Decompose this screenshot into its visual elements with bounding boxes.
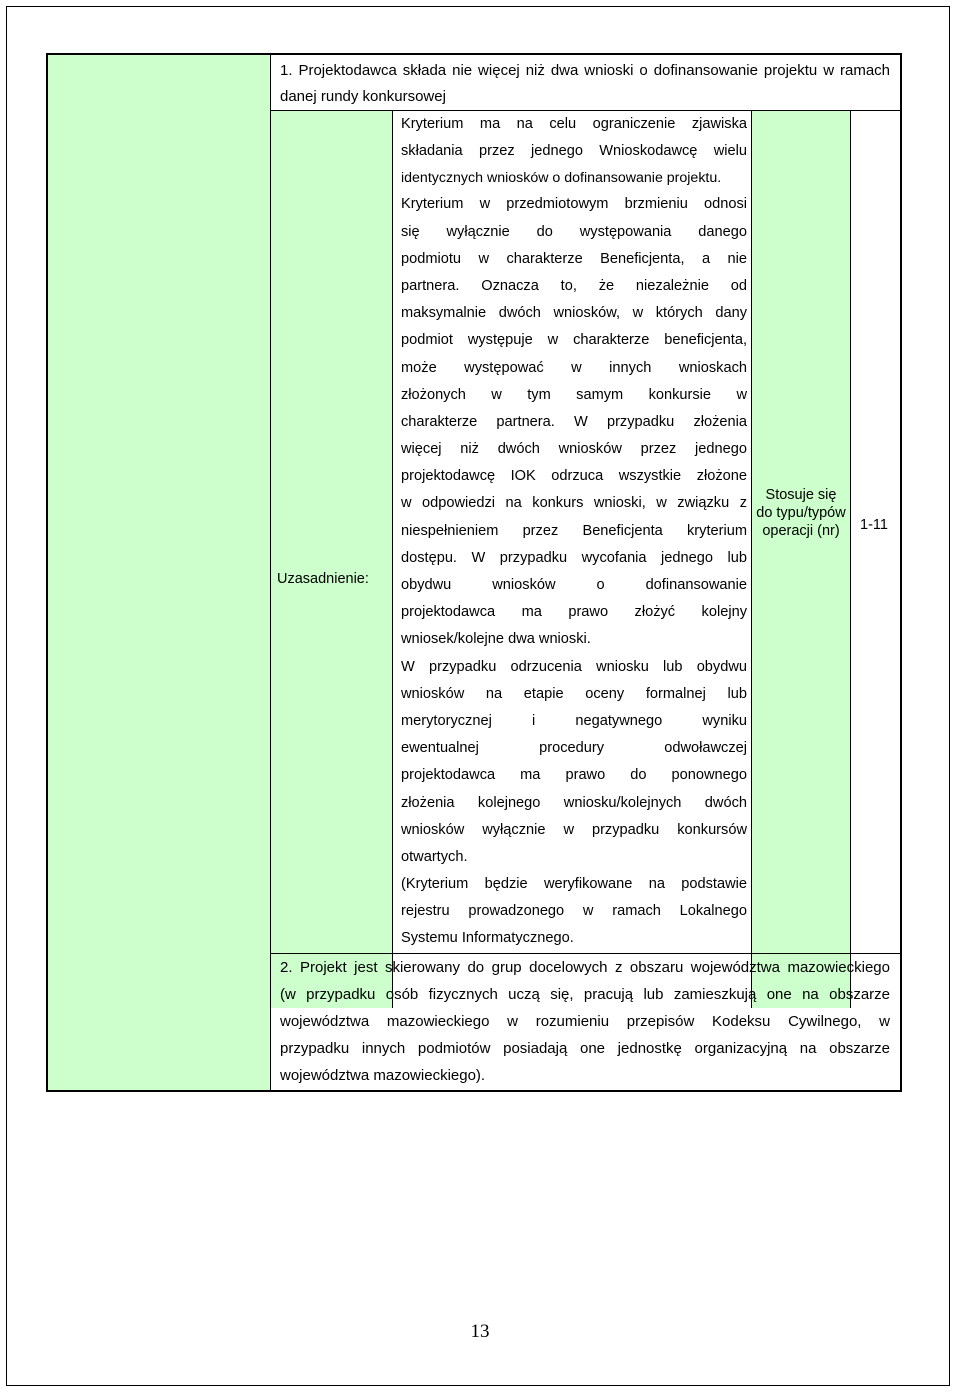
justification-line: niespełnieniem przez Beneficjenta kryterium xyxy=(401,522,747,539)
justification-line: Systemu Informatycznego. xyxy=(401,930,574,947)
justification-line: merytorycznej i negatywnego wyniku xyxy=(401,712,747,729)
justification-line: projektodawca ma prawo złożyć kolejny xyxy=(401,604,747,621)
operation-range: 1-11 xyxy=(860,517,888,533)
page-number: 13 xyxy=(470,1321,490,1342)
justification-line: wniosków wyłącznie w przypadku konkursów xyxy=(401,821,747,838)
justification-line: podmiot występuje w charakterze beneficjenta, xyxy=(401,332,747,349)
justification-line: projektodawcę IOK odrzuca wszystkie złożone xyxy=(401,468,747,485)
justification-line: partnera. Oznacza to, że niezależnie od xyxy=(401,277,747,294)
justification-line: w odpowiedzi na konkurs wnioski, w związku z xyxy=(401,495,747,512)
criterion-2 xyxy=(271,953,900,1090)
criterion-2-line: przypadku innych podmiotów posiadają one jednostkę organizacyjną na obszarze xyxy=(280,1040,890,1057)
justification-line: identycznych wniosków o dofinansowanie projektu. xyxy=(401,170,722,187)
justification-line: Kryterium ma na celu ograniczenie zjawiska xyxy=(401,116,747,132)
justification-line: może występować w innych wnioskach xyxy=(401,359,747,376)
applies-to-operation-types: Stosuje się do typu/typów operacji (nr) xyxy=(756,487,846,539)
justification-line: W przypadku odrzucenia wniosku lub obydwu xyxy=(401,658,747,675)
criterion-2-line: 2. Projekt jest skierowany do grup docelowych z obszaru województwa mazowieckiego xyxy=(280,959,890,976)
criterion-2-line: (w przypadku osób fizycznych uczą się, pracują lub zamieszkują one na obszarze xyxy=(280,986,890,1003)
justification-line: ewentualnej procedury odwoławczej xyxy=(401,740,747,757)
justification-line: złożonych w tym samym konkursie w xyxy=(401,386,747,403)
criterion-2-line: województwa mazowieckiego w rozumieniu przepisów Kodeksu Cywilnego, w xyxy=(280,1013,890,1030)
justification-line: obydwu wniosków o dofinansowanie xyxy=(401,577,747,593)
justification-line: charakterze partnera. W przypadku złożenia xyxy=(401,413,747,430)
justification-line: się wyłącznie do występowania danego xyxy=(401,223,747,240)
justification-line: otwartych. xyxy=(401,848,468,865)
justification-line: składania przez jednego Wnioskodawcę wielu xyxy=(401,143,747,160)
justification-line: Kryterium w przedmiotowym brzmieniu odnosi xyxy=(401,196,747,213)
criteria-table xyxy=(46,53,902,1092)
justification-line: wniosków na etapie oceny formalnej lub xyxy=(401,685,747,702)
justification-line: (Kryterium będzie weryfikowane na podstawie xyxy=(401,876,747,893)
justification-line: rejestru prowadzonego w ramach Lokalnego xyxy=(401,903,747,920)
justification-line: projektodawca ma prawo do ponownego xyxy=(401,767,747,784)
justification-line: więcej niż dwóch wniosków przez jednego xyxy=(401,441,747,458)
justification-line: wniosek/kolejne dwa wnioski. xyxy=(401,631,591,648)
justification-label: Uzasadnienie: xyxy=(277,571,369,587)
criteria-left-column xyxy=(48,55,271,1090)
criterion-2-line: województwa mazowieckiego). xyxy=(280,1067,486,1084)
justification-line: dostępu. W przypadku wycofania jednego lub xyxy=(401,549,747,566)
justification-text xyxy=(393,111,752,1008)
applies-to-operation-types-cell xyxy=(752,111,851,1008)
justification-label-cell xyxy=(271,111,393,1008)
criterion-1-title: 1. Projektodawca składa nie więcej niż dwa wnioski o dofinansowanie projektu w ramach danej rundy konkursowej xyxy=(271,55,900,111)
justification-line: złożenia kolejnego wniosku/kolejnych dwóch xyxy=(401,794,747,811)
justification-line: maksymalnie dwóch wniosków, w których dany xyxy=(401,305,747,322)
operation-range-cell xyxy=(851,111,900,1008)
justification-line: podmiotu w charakterze Beneficjenta, a nie xyxy=(401,250,747,267)
